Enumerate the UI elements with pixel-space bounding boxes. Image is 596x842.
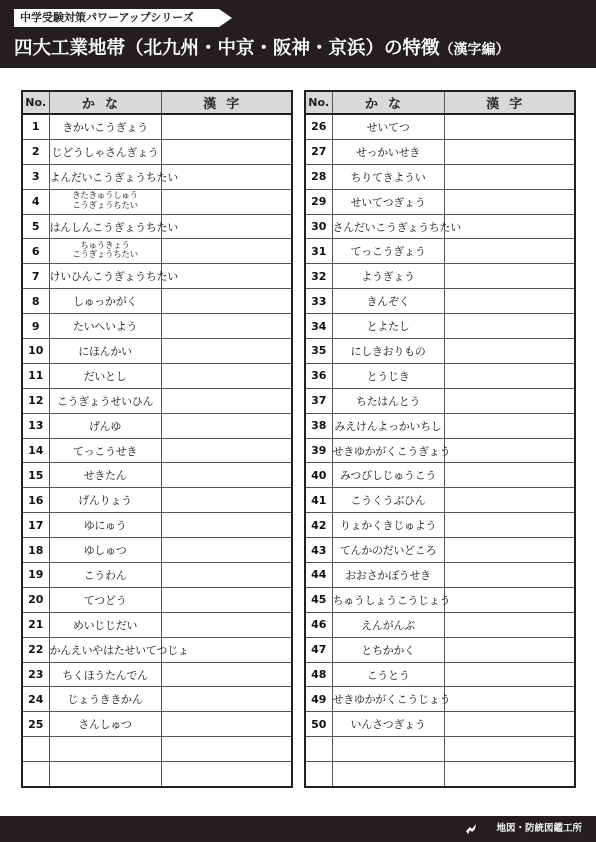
kana-line: こうぎょうちたい (72, 250, 138, 261)
table-row (22, 587, 292, 612)
row-number: 50 (305, 712, 332, 737)
kanji-answer-cell[interactable] (161, 712, 292, 737)
kanji-answer-cell[interactable] (161, 538, 292, 563)
table-row (22, 637, 292, 662)
kana-cell: こうぎょうせいひん (49, 388, 161, 413)
row-number: 16 (22, 488, 49, 513)
row-number: 38 (305, 413, 332, 438)
series-label: 中学受験対策パワーアップシリーズ (20, 11, 194, 24)
page-title (14, 34, 510, 64)
table-body-right (305, 114, 575, 787)
kanji-answer-cell[interactable] (444, 189, 575, 214)
table-row (22, 563, 292, 588)
kana-cell: じどうしゃさんぎょう (49, 139, 161, 164)
table-row (22, 114, 292, 139)
row-number: 19 (22, 563, 49, 588)
row-number: 44 (305, 563, 332, 588)
table-row (305, 363, 575, 388)
kanji-answer-cell[interactable] (444, 139, 575, 164)
table-row (305, 339, 575, 364)
kanji-answer-cell[interactable] (444, 737, 575, 762)
kanji-answer-cell[interactable] (161, 488, 292, 513)
kana-cell: とよたし (332, 314, 444, 339)
row-number: 32 (305, 264, 332, 289)
kana-cell: りょかくきじゅよう (332, 513, 444, 538)
table-row (22, 612, 292, 637)
table-row (305, 413, 575, 438)
kana-cell: せいてつ (332, 114, 444, 139)
table-row (22, 488, 292, 513)
kana-cell: ようぎょう (332, 264, 444, 289)
row-number: 39 (305, 438, 332, 463)
row-number: 47 (305, 637, 332, 662)
table-row (305, 587, 575, 612)
table-row (22, 388, 292, 413)
kanji-answer-cell[interactable] (161, 438, 292, 463)
title-main: 四大工業地帯（北九州・中京・阪神・京浜）の特徴 (14, 38, 440, 59)
row-number: 17 (22, 513, 49, 538)
table-header-row (305, 91, 575, 114)
kanji-answer-cell[interactable] (444, 612, 575, 637)
kanji-answer-cell[interactable] (444, 388, 575, 413)
kana-cell: いんさつぎょう (332, 712, 444, 737)
kana-cell (49, 762, 161, 787)
footer-bar (0, 816, 596, 842)
kanji-answer-cell[interactable] (444, 563, 575, 588)
kana-cell: きかいこうぎょう (49, 114, 161, 139)
kana-cell: とうじき (332, 363, 444, 388)
table-row (22, 513, 292, 538)
row-number: 43 (305, 538, 332, 563)
kana-cell: げんりょう (49, 488, 161, 513)
kanji-answer-cell[interactable] (444, 463, 575, 488)
row-number: 10 (22, 339, 49, 364)
kana-cell: けいひんこうぎょうちたい (49, 264, 161, 289)
kana-cell: だいとし (49, 363, 161, 388)
kanji-answer-cell[interactable] (161, 413, 292, 438)
table-row (22, 737, 292, 762)
table-row (22, 339, 292, 364)
row-number: 23 (22, 662, 49, 687)
kana-cell (332, 762, 444, 787)
row-number: 12 (22, 388, 49, 413)
kana-cell: こうとう (332, 662, 444, 687)
row-number: 13 (22, 413, 49, 438)
kanji-answer-cell[interactable] (444, 413, 575, 438)
table-body-left (22, 114, 292, 787)
kana-column-header: かな (332, 91, 444, 114)
row-number: 31 (305, 239, 332, 264)
row-number: 36 (305, 363, 332, 388)
table-row (305, 289, 575, 314)
kana-line: きたきゅうしゅう (72, 191, 138, 202)
vocab-table-left (21, 90, 293, 788)
row-number: 27 (305, 139, 332, 164)
kana-cell: てつどう (49, 587, 161, 612)
kana-cell: ゆしゅつ (49, 538, 161, 563)
kana-cell: ちたはんとう (332, 388, 444, 413)
table-row (22, 762, 292, 787)
table-row (305, 463, 575, 488)
kanji-answer-cell[interactable] (161, 239, 292, 264)
row-number: 45 (305, 587, 332, 612)
row-number: 21 (22, 612, 49, 637)
row-number: 30 (305, 214, 332, 239)
kanji-answer-cell[interactable] (161, 289, 292, 314)
row-number (22, 737, 49, 762)
kanji-answer-cell[interactable] (161, 463, 292, 488)
kana-cell (49, 189, 161, 214)
kanji-answer-cell[interactable] (161, 737, 292, 762)
ribbon-logo-icon (464, 822, 478, 836)
kanji-answer-cell[interactable] (444, 488, 575, 513)
table-row (305, 737, 575, 762)
kana-column-header: かな (49, 91, 161, 114)
table-row (305, 139, 575, 164)
kanji-answer-cell[interactable] (444, 363, 575, 388)
table-row (305, 637, 575, 662)
kanji-answer-cell[interactable] (161, 314, 292, 339)
kana-cell: かんえいやはたせいてつじょ (49, 637, 161, 662)
table-row (305, 488, 575, 513)
row-number: 42 (305, 513, 332, 538)
kanji-answer-cell[interactable] (161, 214, 292, 239)
kana-cell: えんがんぶ (332, 612, 444, 637)
kana-cell: たいへいよう (49, 314, 161, 339)
kanji-answer-cell[interactable] (161, 339, 292, 364)
kanji-answer-cell[interactable] (444, 762, 575, 787)
kanji-answer-cell[interactable] (444, 289, 575, 314)
kanji-answer-cell[interactable] (444, 438, 575, 463)
table-row (22, 239, 292, 264)
row-number: 7 (22, 264, 49, 289)
table-row (22, 164, 292, 189)
kanji-answer-cell[interactable] (444, 687, 575, 712)
kana-cell: てんかのだいどころ (332, 538, 444, 563)
table-row (305, 189, 575, 214)
title-sub: （漢字編） (439, 42, 510, 58)
arrow-icon (219, 9, 232, 27)
kana-cell: げんゆ (49, 413, 161, 438)
kana-cell: せきゆかがくこうぎょう (332, 438, 444, 463)
row-number: 29 (305, 189, 332, 214)
kanji-answer-cell[interactable] (161, 363, 292, 388)
kanji-answer-cell[interactable] (161, 388, 292, 413)
kanji-answer-cell[interactable] (444, 114, 575, 139)
kana-cell: とちかかく (332, 637, 444, 662)
kanji-answer-cell[interactable] (161, 662, 292, 687)
table-row (305, 538, 575, 563)
table-row (305, 687, 575, 712)
kana-cell: ちゅうしょうこうじょう (332, 587, 444, 612)
table-row (22, 687, 292, 712)
table-row (305, 314, 575, 339)
table-row (22, 438, 292, 463)
row-number: 33 (305, 289, 332, 314)
row-number: 2 (22, 139, 49, 164)
row-number: 35 (305, 339, 332, 364)
kanji-answer-cell[interactable] (444, 637, 575, 662)
table-row (22, 214, 292, 239)
kanji-answer-cell[interactable] (161, 189, 292, 214)
publisher-name: 地図・防統図鑑工所 (496, 823, 582, 834)
kana-line: ちゅうきょう (80, 240, 130, 251)
kanji-answer-cell[interactable] (161, 612, 292, 637)
kana-cell: みえけんよっかいちし (332, 413, 444, 438)
kanji-answer-cell[interactable] (161, 587, 292, 612)
table-row (22, 463, 292, 488)
row-number: 48 (305, 662, 332, 687)
table-row (305, 563, 575, 588)
kanji-answer-cell[interactable] (444, 239, 575, 264)
kanji-answer-cell[interactable] (161, 687, 292, 712)
kana-cell: さんだいこうぎょうちたい (332, 214, 444, 239)
kana-cell: おおさかぼうせき (332, 563, 444, 588)
table-row (22, 662, 292, 687)
kanji-answer-cell[interactable] (444, 314, 575, 339)
row-number: 4 (22, 189, 49, 214)
row-number: 34 (305, 314, 332, 339)
kanji-answer-cell[interactable] (161, 762, 292, 787)
kana-cell: てっこうぎょう (332, 239, 444, 264)
kana-cell: ゆにゅう (49, 513, 161, 538)
kanji-answer-cell[interactable] (161, 114, 292, 139)
kana-cell: よんだいこうぎょうちたい (49, 164, 161, 189)
no-column-header: No. (22, 91, 49, 114)
kana-cell: こうくうぶひん (332, 488, 444, 513)
table-row (22, 139, 292, 164)
row-number: 22 (22, 637, 49, 662)
table-row (305, 264, 575, 289)
kanji-answer-cell[interactable] (161, 264, 292, 289)
kanji-answer-cell[interactable] (161, 139, 292, 164)
row-number: 18 (22, 538, 49, 563)
kana-cell: てっこうせき (49, 438, 161, 463)
row-number (305, 762, 332, 787)
vocab-table-right (304, 90, 576, 788)
kanji-answer-cell[interactable] (161, 164, 292, 189)
table-row (22, 712, 292, 737)
table-row (22, 413, 292, 438)
table-row (305, 662, 575, 687)
row-number: 20 (22, 587, 49, 612)
row-number: 8 (22, 289, 49, 314)
kana-cell: じょうききかん (49, 687, 161, 712)
kana-cell: にしきおりもの (332, 339, 444, 364)
table-row (305, 164, 575, 189)
row-number: 14 (22, 438, 49, 463)
row-number: 6 (22, 239, 49, 264)
row-number (22, 762, 49, 787)
table-row (22, 189, 292, 214)
table-row (22, 289, 292, 314)
row-number: 24 (22, 687, 49, 712)
kana-cell: こうわん (49, 563, 161, 588)
kana-cell (49, 239, 161, 264)
kana-cell: にほんかい (49, 339, 161, 364)
table-row (305, 612, 575, 637)
kanji-answer-cell[interactable] (444, 662, 575, 687)
table-row (305, 762, 575, 787)
table-row (22, 538, 292, 563)
kana-cell: はんしんこうぎょうちたい (49, 214, 161, 239)
row-number: 3 (22, 164, 49, 189)
no-column-header: No. (305, 91, 332, 114)
table-row (22, 264, 292, 289)
table-row (22, 314, 292, 339)
kanji-column-header: 漢字 (161, 91, 292, 114)
row-number: 5 (22, 214, 49, 239)
kana-cell: せきゆかがくこうじょう (332, 687, 444, 712)
header-bar (0, 0, 596, 68)
table-row (305, 712, 575, 737)
row-number: 11 (22, 363, 49, 388)
table-row (305, 214, 575, 239)
row-number: 9 (22, 314, 49, 339)
row-number: 37 (305, 388, 332, 413)
kana-cell: ちりてきようい (332, 164, 444, 189)
kana-cell (49, 737, 161, 762)
kanji-answer-cell[interactable] (161, 513, 292, 538)
row-number: 49 (305, 687, 332, 712)
kana-cell: せっかいせき (332, 139, 444, 164)
kana-cell: せいてつぎょう (332, 189, 444, 214)
row-number: 28 (305, 164, 332, 189)
kanji-answer-cell[interactable] (444, 339, 575, 364)
table-row (305, 513, 575, 538)
kana-cell: めいじじだい (49, 612, 161, 637)
kana-line: こうぎょうちたい (72, 200, 138, 211)
table-row (305, 388, 575, 413)
kana-cell: みつびしじゅうこう (332, 463, 444, 488)
kanji-answer-cell[interactable] (444, 513, 575, 538)
table-row (22, 363, 292, 388)
kanji-answer-cell[interactable] (444, 712, 575, 737)
kanji-answer-cell[interactable] (444, 538, 575, 563)
kanji-answer-cell[interactable] (444, 587, 575, 612)
row-number: 25 (22, 712, 49, 737)
row-number: 41 (305, 488, 332, 513)
table-row (305, 239, 575, 264)
row-number: 1 (22, 114, 49, 139)
kana-cell (332, 737, 444, 762)
row-number: 40 (305, 463, 332, 488)
kana-cell: しゅっかがく (49, 289, 161, 314)
kana-cell: さんしゅつ (49, 712, 161, 737)
row-number: 46 (305, 612, 332, 637)
kanji-column-header: 漢字 (444, 91, 575, 114)
kanji-answer-cell[interactable] (444, 264, 575, 289)
kanji-answer-cell[interactable] (444, 164, 575, 189)
kana-cell: ちくほうたんでん (49, 662, 161, 687)
row-number: 26 (305, 114, 332, 139)
table-row (305, 438, 575, 463)
kana-cell: せきたん (49, 463, 161, 488)
table-header-row (22, 91, 292, 114)
row-number (305, 737, 332, 762)
kana-cell: きんぞく (332, 289, 444, 314)
row-number: 15 (22, 463, 49, 488)
table-row (305, 114, 575, 139)
kanji-answer-cell[interactable] (444, 214, 575, 239)
kanji-answer-cell[interactable] (161, 563, 292, 588)
